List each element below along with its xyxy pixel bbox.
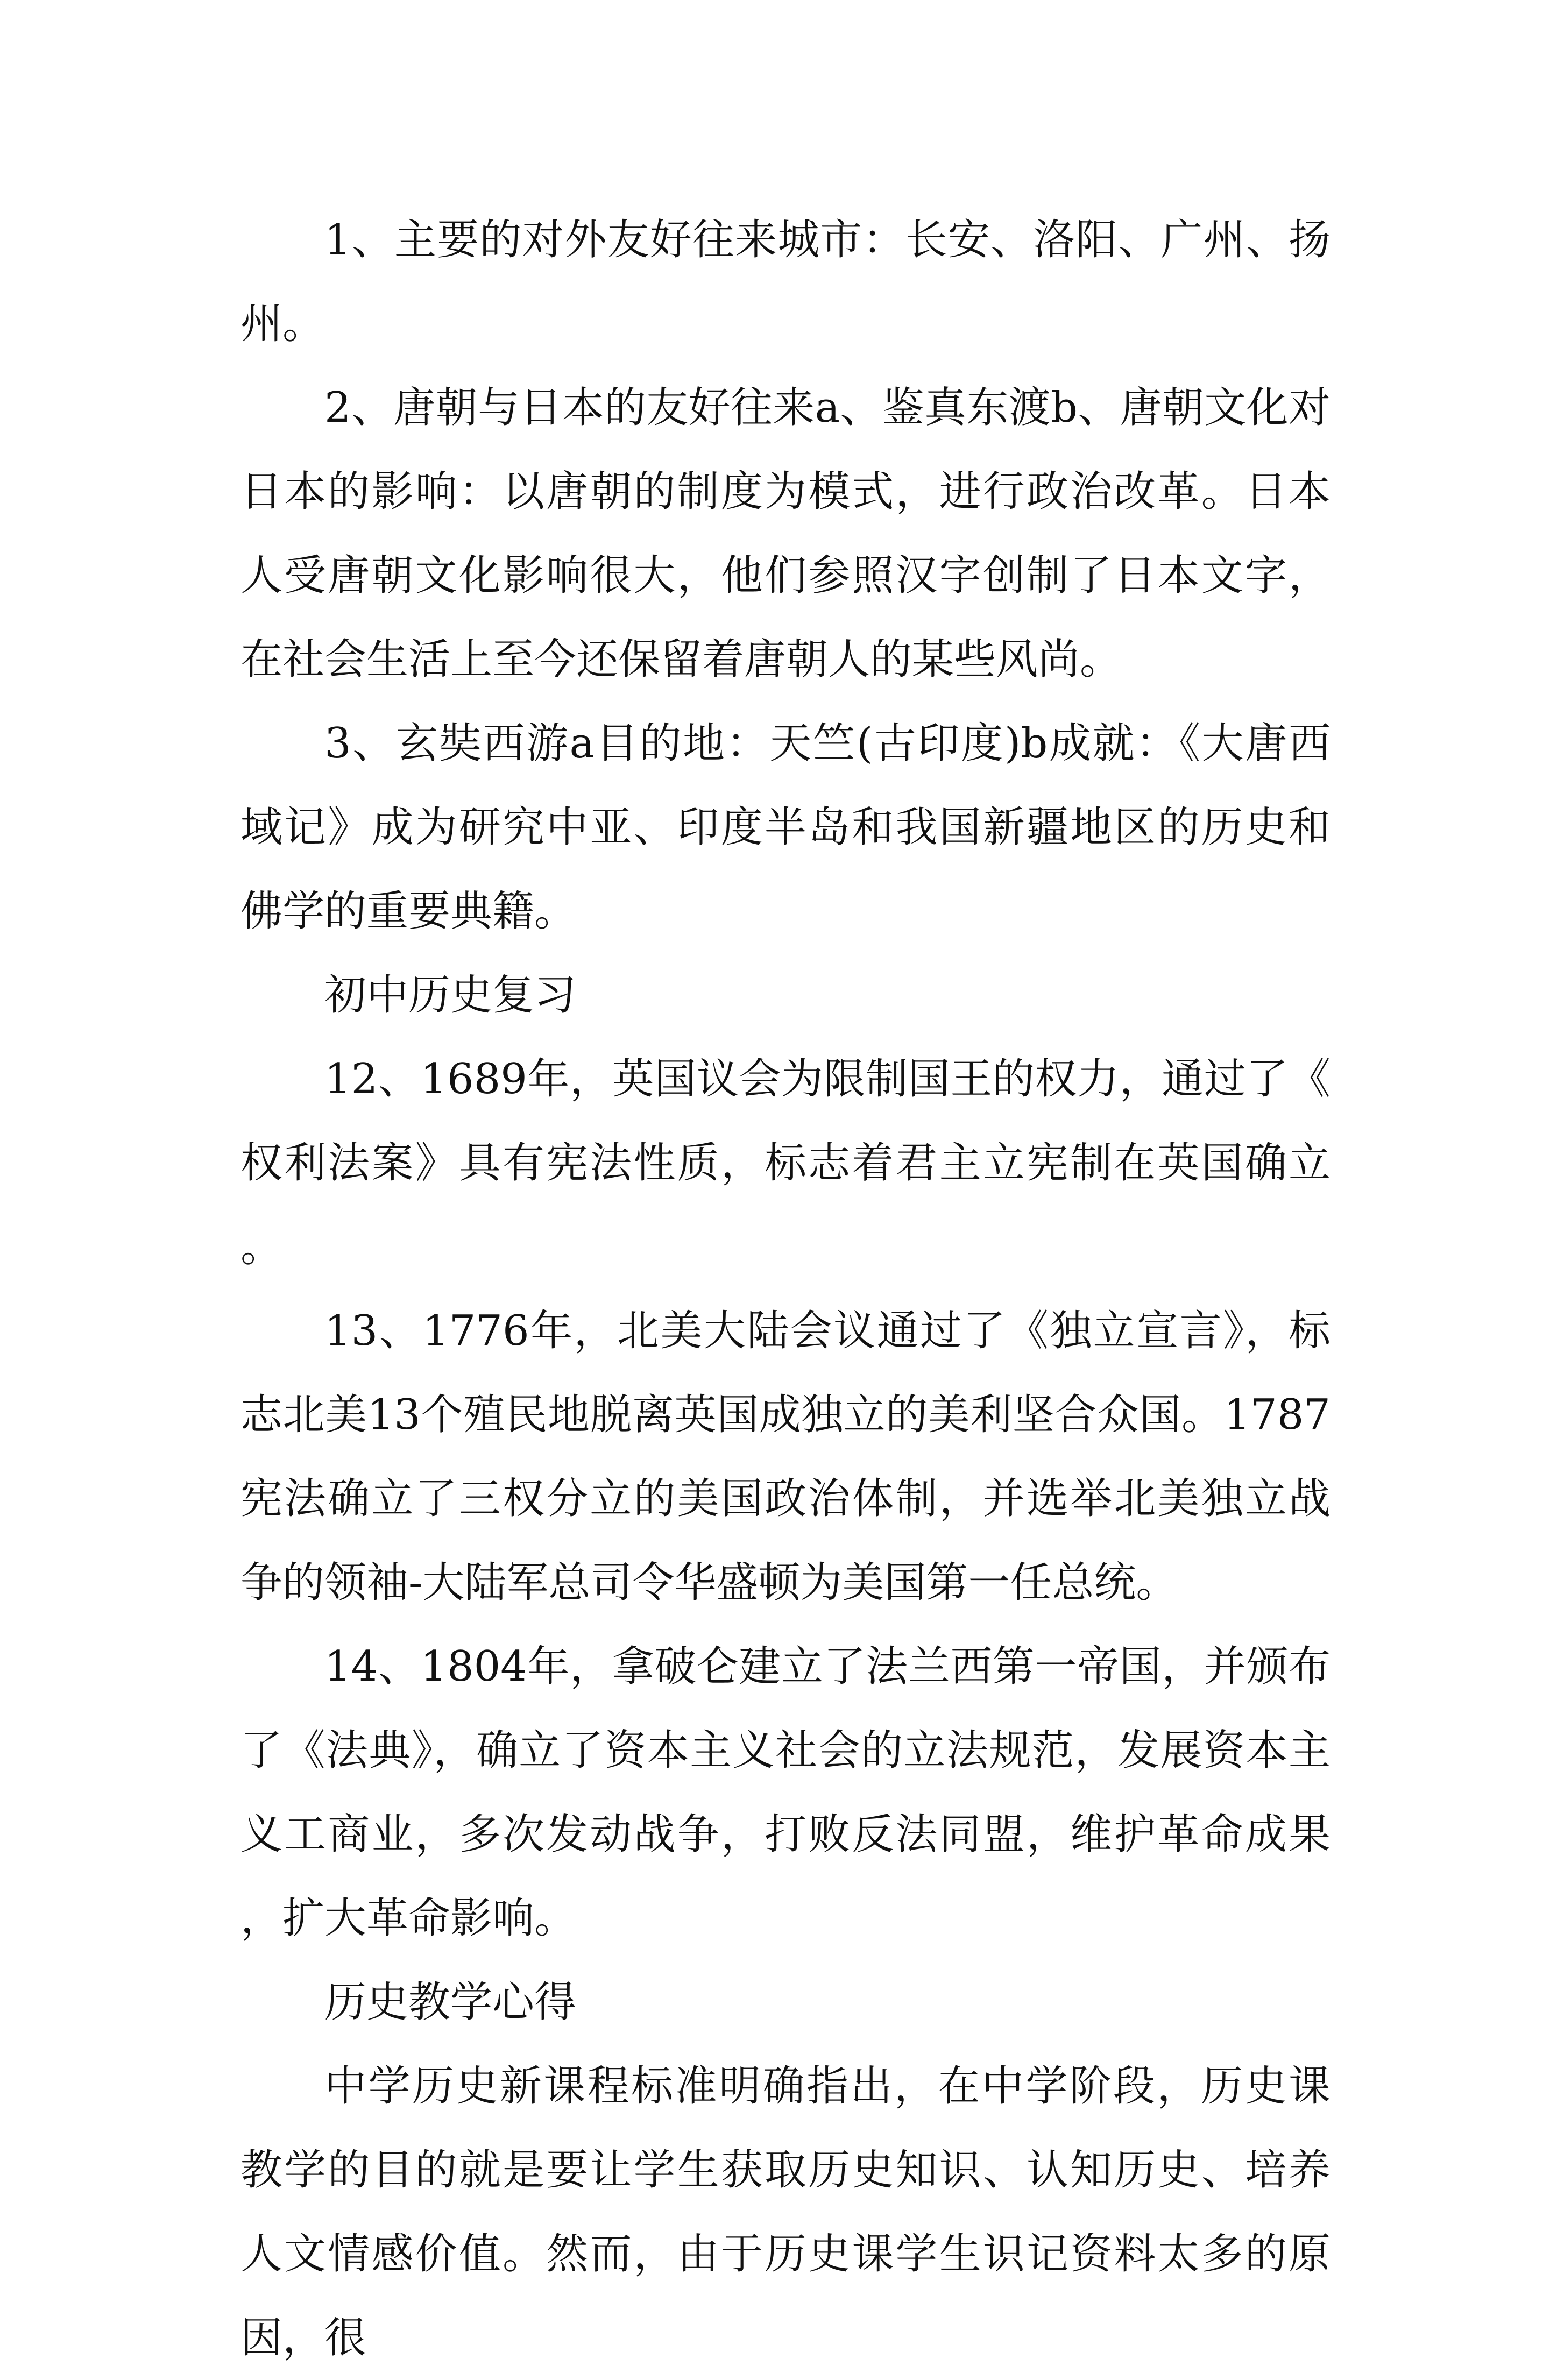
paragraph-tang-japan: 2、唐朝与日本的友好往来a、鉴真东渡b、唐朝文化对日本的影响：以唐朝的制度为模式，进行政治改革。日本人受唐朝文化影响很大，他们参照汉字创制了日本文字，在社会生活上至今还保留着唐朝人的某些风尚。 bbox=[240, 384, 1330, 684]
section-heading-review: 初中历史复习 bbox=[324, 971, 577, 1019]
section-heading-teaching: 历史教学心得 bbox=[324, 1978, 577, 2027]
paragraph-trade-cities: 1、主要的对外友好往来城市：长安、洛阳、广州、扬州。 bbox=[240, 216, 1330, 348]
paragraph-bill-of-rights: 12、1689年，英国议会为限制国王的权力，通过了《权利法案》具有宪法性质，标志着君主立宪制在英国确立。 bbox=[240, 1055, 1330, 1271]
paragraph-xuanzang: 3、玄奘西游a目的地：天竺(古印度)b成就：《大唐西域记》成为研究中亚、印度半岛和我国新疆地区的历史和佛学的重要典籍。 bbox=[240, 719, 1330, 936]
paragraph-teaching-reflection: 中学历史新课程标准明确指出，在中学阶段，历史课教学的目的就是要让学生获取历史知识、认知历史、培养人文情感价值。然而，由于历史课学生识记资料太多的原因，很 bbox=[240, 2062, 1330, 2362]
document-body bbox=[240, 198, 1330, 2380]
paragraph-declaration-independence: 13、1776年，北美大陆会议通过了《独立宣言》，标志北美13个殖民地脱离英国成独立的美利坚合众国。1787宪法确立了三权分立的美国政治体制，并选举北美独立战争的领袖-大陆军总司令华盛顿为美国第一任总统。 bbox=[240, 1307, 1330, 1607]
paragraph-napoleon: 14、1804年，拿破仑建立了法兰西第一帝国，并颁布了《法典》，确立了资本主义社会的立法规范，发展资本主义工商业，多次发动战争，打败反法同盟，维护革命成果，扩大革命影响。 bbox=[240, 1642, 1330, 1943]
